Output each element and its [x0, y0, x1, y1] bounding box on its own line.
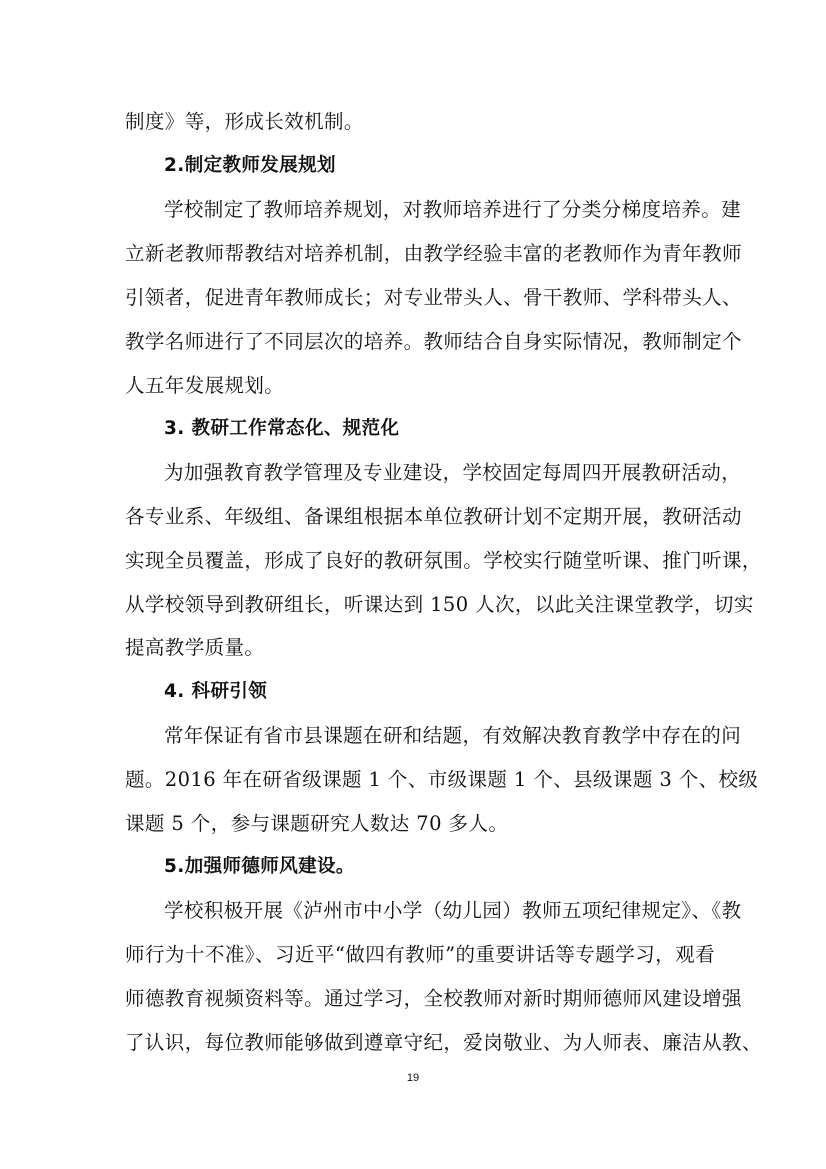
- section-heading-5: 5.加强师德师风建设。: [164, 856, 355, 877]
- paragraph-line: 实现全员覆盖，形成了良好的教研氛围。学校实行随堂听课、推门听课，: [125, 549, 762, 572]
- paragraph-line: 为加强教育教学管理及专业建设，学校固定每周四开展教研活动，: [164, 461, 742, 484]
- paragraph-line: 常年保证有省市县课题在研和结题，有效解决教育教学中存在的问: [164, 724, 742, 747]
- paragraph-line: 从学校领导到教研组长，听课达到 150 人次，以此关注课堂教学，切实: [125, 593, 754, 616]
- paragraph-line: 教学名师进行了不同层次的培养。教师结合自身实际情况，教师制定个: [125, 330, 742, 353]
- paragraph-line: 题。2016 年在研省级课题 1 个、市级课题 1 个、县级课题 3 个、校级: [125, 768, 759, 791]
- paragraph-line: 引领者，促进青年教师成长；对专业带头人、骨干教师、学科带头人、: [125, 286, 742, 309]
- paragraph-line: 立新老教师帮教结对培养机制，由教学经验丰富的老教师作为青年教师: [125, 242, 742, 265]
- paragraph-line: 制度》等，形成长效机制。: [125, 110, 364, 133]
- paragraph-line: 师德教育视频资料等。通过学习，全校教师对新时期师德师风建设增强: [125, 987, 742, 1010]
- section-heading-2: 2.制定教师发展规划: [164, 155, 336, 176]
- paragraph-line: 各专业系、年级组、备课组根据本单位教研计划不定期开展，教研活动: [125, 505, 742, 528]
- paragraph-line: 提高教学质量。: [125, 636, 265, 659]
- section-heading-4: 4. 科研引领: [164, 681, 268, 702]
- page-number: 19: [406, 1072, 420, 1084]
- paragraph-line: 学校积极开展《泸州市中小学（幼儿园）教师五项纪律规定》、《教: [164, 899, 742, 922]
- paragraph-line: 人五年发展规划。: [125, 374, 285, 397]
- paragraph-line: 课题 5 个，参与课题研究人数达 70 多人。: [125, 812, 509, 835]
- paragraph-line: 师行为十不准》、习近平“做四有教师”的重要讲话等专题学习，观看: [125, 943, 715, 966]
- section-heading-3: 3. 教研工作常态化、规范化: [164, 418, 400, 439]
- paragraph-line: 学校制定了教师培养规划，对教师培养进行了分类分梯度培养。建: [164, 198, 742, 221]
- paragraph-line: 了认识，每位教师能够做到遵章守纪，爱岗敬业、为人师表、廉洁从教、: [125, 1031, 762, 1054]
